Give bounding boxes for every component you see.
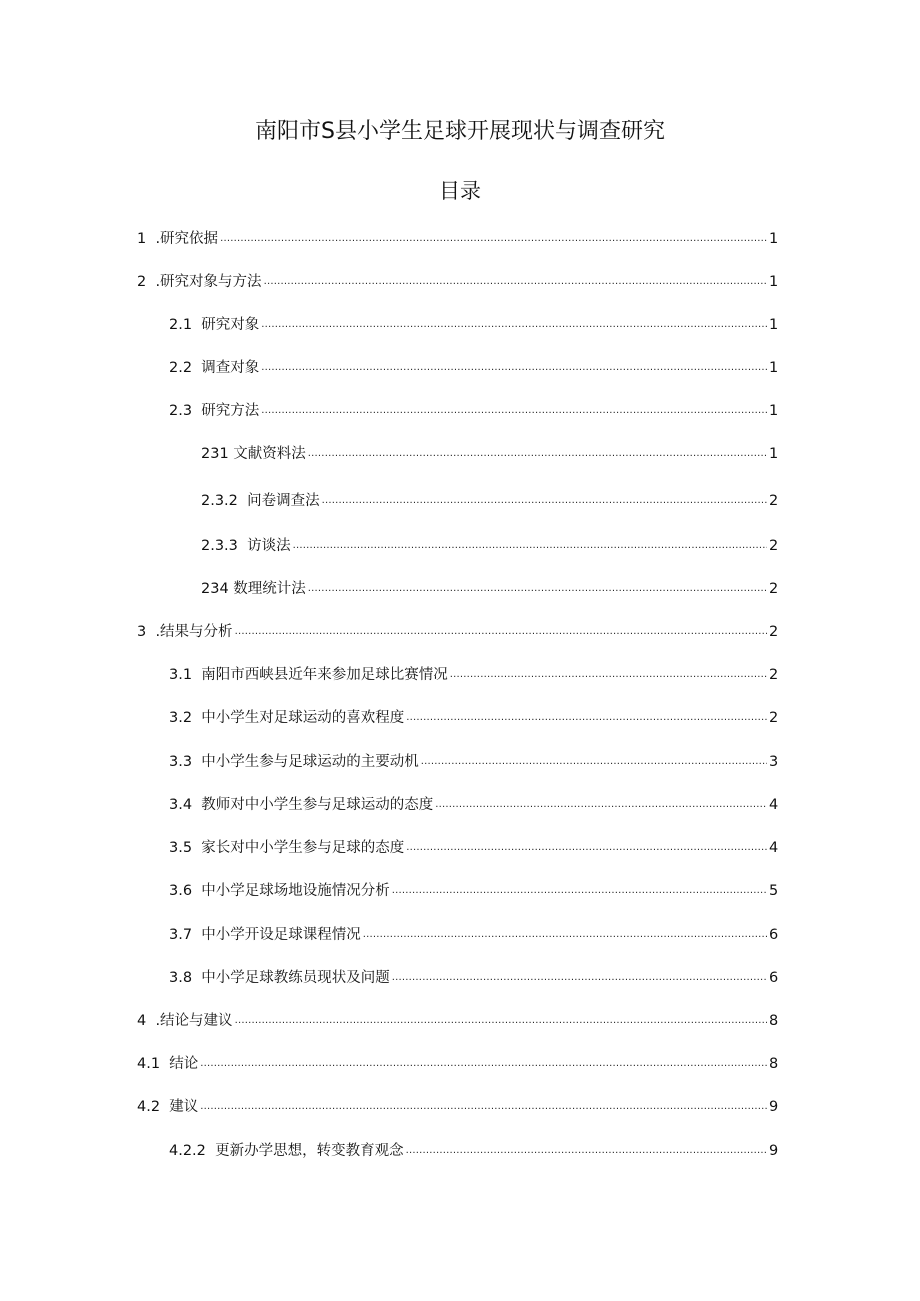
toc-leader xyxy=(308,581,767,597)
toc-entry-label: 结论 xyxy=(169,1056,199,1072)
toc-leader xyxy=(261,317,767,333)
toc-entry-page: 1 xyxy=(769,317,779,333)
toc-entry-label: 文献资料法 xyxy=(233,446,306,462)
toc-entry-number: 231 xyxy=(201,446,234,462)
toc-entry-number: 4.1 xyxy=(137,1056,170,1072)
toc-entry-number: 2.3 xyxy=(169,403,202,419)
document-title: 南阳市S县小学生足球开展现状与调查研究 xyxy=(255,119,665,144)
toc-leader xyxy=(293,538,767,554)
toc-entry[interactable] xyxy=(201,578,777,600)
toc-leader xyxy=(264,274,767,290)
toc-entry[interactable] xyxy=(201,535,777,557)
toc-leader xyxy=(450,667,767,683)
toc-entry-label: .结论与建议 xyxy=(155,1013,233,1029)
toc-leader xyxy=(392,970,767,986)
toc-entry-label: 更新办学思想，转变教育观念 xyxy=(215,1143,404,1159)
toc-entry-label: 南阳市西峡县近年来参加足球比赛情况 xyxy=(201,667,448,683)
toc-entry-page: 2 xyxy=(769,581,779,597)
toc-entry-label: 教师对中小学生参与足球运动的态度 xyxy=(201,797,434,813)
toc-entry[interactable] xyxy=(169,880,777,902)
toc-entry-page: 5 xyxy=(769,883,779,899)
toc-entry[interactable] xyxy=(137,621,777,643)
toc-entry-number: 3.7 xyxy=(169,927,202,943)
toc-entry-number: 3.5 xyxy=(169,840,202,856)
toc-leader xyxy=(261,360,767,376)
toc-entry-label: 中小学生对足球运动的喜欢程度 xyxy=(201,710,405,726)
toc-leader xyxy=(220,231,767,247)
toc-entry-number: 234 xyxy=(201,581,234,597)
toc-entry-number: 3.2 xyxy=(169,710,202,726)
toc-entry-label: 家长对中小学生参与足球的态度 xyxy=(201,840,405,856)
toc-entry-label: 中小学开设足球课程情况 xyxy=(201,927,361,943)
toc-entry-page: 8 xyxy=(769,1013,779,1029)
toc-entry-label: 中小学足球教练员现状及问题 xyxy=(201,970,390,986)
toc-leader xyxy=(322,493,767,509)
toc-entry-label: 访谈法 xyxy=(247,538,291,554)
toc-entry[interactable] xyxy=(137,1053,777,1075)
toc-entry-number: 4.2 xyxy=(137,1099,170,1115)
toc-entry-page: 1 xyxy=(769,231,779,247)
toc-entry[interactable] xyxy=(169,924,777,946)
toc-leader xyxy=(406,710,767,726)
toc-entry[interactable] xyxy=(169,357,777,379)
toc-entry-page: 2 xyxy=(769,667,779,683)
toc-entry[interactable] xyxy=(137,1096,777,1118)
toc-entry-label: .研究对象与方法 xyxy=(155,274,262,290)
toc-leader xyxy=(235,624,767,640)
toc-entry-number: 4 xyxy=(137,1013,156,1029)
toc-entry[interactable] xyxy=(169,314,777,336)
toc-entry[interactable] xyxy=(137,1010,777,1032)
toc-entry-page: 4 xyxy=(769,797,779,813)
toc-leader xyxy=(200,1099,767,1115)
toc-leader xyxy=(308,446,767,462)
toc-leader xyxy=(406,1143,767,1159)
toc-entry-page: 8 xyxy=(769,1056,779,1072)
toc-entry-page: 4 xyxy=(769,840,779,856)
toc-entry[interactable] xyxy=(137,271,777,293)
toc-entry-number: 3.4 xyxy=(169,797,202,813)
toc-entry-number: 2.2 xyxy=(169,360,202,376)
toc-entry[interactable] xyxy=(201,443,777,465)
toc-leader xyxy=(421,754,767,770)
toc-entry-number: 4.2.2 xyxy=(169,1143,216,1159)
toc-entry-label: .研究依据 xyxy=(155,231,219,247)
toc-entry[interactable] xyxy=(169,400,777,422)
toc-entry-label: .结果与分析 xyxy=(155,624,233,640)
toc-entry-label: 中小学足球场地设施情况分析 xyxy=(201,883,390,899)
toc-entry-number: 3.1 xyxy=(169,667,202,683)
toc-entry-label: 问卷调查法 xyxy=(247,493,320,509)
toc-entry-number: 3.8 xyxy=(169,970,202,986)
toc-leader xyxy=(406,840,767,856)
toc-entry-page: 3 xyxy=(769,754,779,770)
toc-entry-page: 1 xyxy=(769,360,779,376)
toc-entry[interactable] xyxy=(169,707,777,729)
toc-entry-number: 3.6 xyxy=(169,883,202,899)
toc-entry-page: 2 xyxy=(769,493,779,509)
toc-entry-page: 2 xyxy=(769,538,779,554)
toc-entry-number: 1 xyxy=(137,231,156,247)
toc-entry-label: 研究对象 xyxy=(201,317,260,333)
toc-entry[interactable] xyxy=(169,751,777,773)
toc-leader xyxy=(435,797,767,813)
toc-leader xyxy=(363,927,767,943)
toc-entry[interactable] xyxy=(169,837,777,859)
toc-entry-number: 2.3.3 xyxy=(201,538,248,554)
toc-entry-number: 2.1 xyxy=(169,317,202,333)
toc-entry-page: 2 xyxy=(769,624,779,640)
toc-entry-page: 9 xyxy=(769,1143,779,1159)
toc-entry-number: 2 xyxy=(137,274,156,290)
toc-entry-number: 2.3.2 xyxy=(201,493,248,509)
toc-heading: 目录 xyxy=(439,179,481,203)
toc-entry[interactable] xyxy=(169,1140,777,1162)
toc-entry-page: 1 xyxy=(769,446,779,462)
toc-entry-page: 9 xyxy=(769,1099,779,1115)
toc-entry-label: 中小学生参与足球运动的主要动机 xyxy=(201,754,419,770)
toc-entry[interactable] xyxy=(169,664,777,686)
toc-leader xyxy=(261,403,767,419)
toc-entry-label: 调查对象 xyxy=(201,360,260,376)
toc-entry[interactable] xyxy=(201,490,777,512)
toc-leader xyxy=(392,883,767,899)
toc-entry[interactable] xyxy=(169,794,777,816)
toc-entry-number: 3 xyxy=(137,624,156,640)
toc-entry-label: 研究方法 xyxy=(201,403,260,419)
toc-entry-page: 6 xyxy=(769,927,779,943)
toc-entry[interactable] xyxy=(169,967,777,989)
toc-leader xyxy=(200,1056,767,1072)
toc-entry-page: 1 xyxy=(769,274,779,290)
toc-entry-number: 3.3 xyxy=(169,754,202,770)
toc-entry[interactable] xyxy=(137,228,777,250)
toc-entry-page: 6 xyxy=(769,970,779,986)
toc-entry-page: 1 xyxy=(769,403,779,419)
toc-entry-label: 建议 xyxy=(169,1099,199,1115)
toc-entry-page: 2 xyxy=(769,710,779,726)
toc-entry-label: 数理统计法 xyxy=(233,581,306,597)
toc-leader xyxy=(235,1013,767,1029)
